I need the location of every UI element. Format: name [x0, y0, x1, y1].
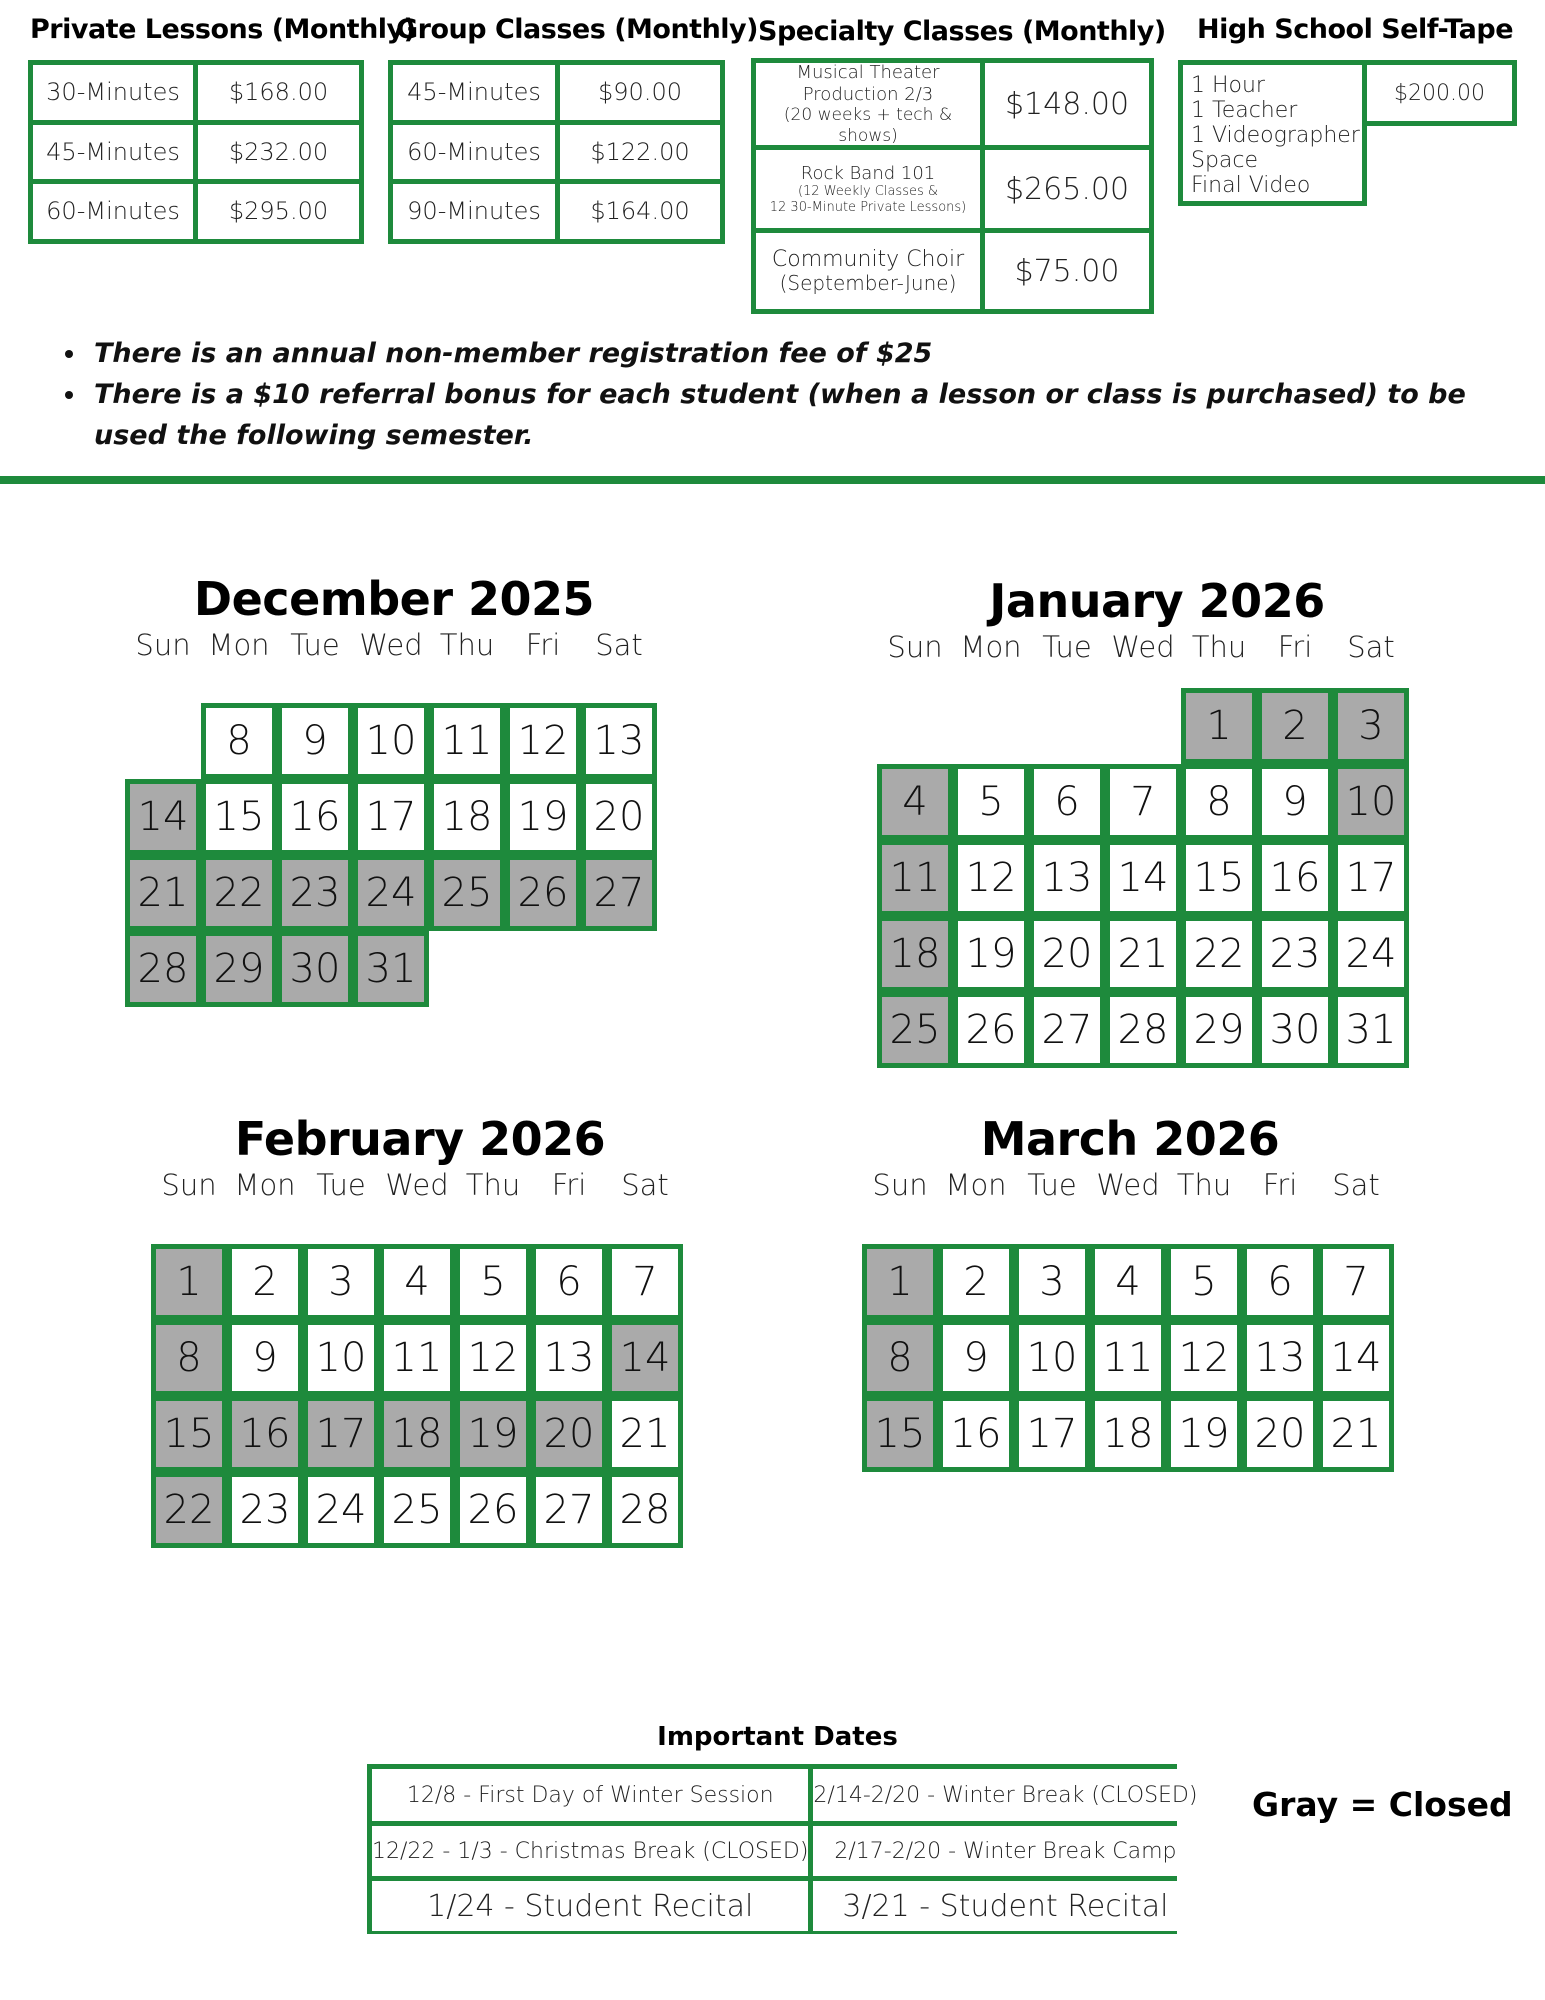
- calendar-day: 4: [1090, 1244, 1166, 1320]
- calendar-day: 2: [938, 1244, 1014, 1320]
- calendar-day: 8: [201, 703, 277, 779]
- calendar-day: 7: [1105, 764, 1181, 840]
- calendar-day: 5: [1166, 1244, 1242, 1320]
- calendar-day: 13: [531, 1320, 607, 1396]
- label-line: (September-June): [779, 271, 957, 296]
- calendar-day-closed: 19: [455, 1396, 531, 1472]
- detail-line: 1 Videographer: [1191, 123, 1360, 148]
- important-date: 12/8 - First Day of Winter Session: [372, 1769, 808, 1821]
- calendar-day: 23: [1257, 916, 1333, 992]
- calendar-day: 3: [303, 1244, 379, 1320]
- calendar-day: 23: [227, 1472, 303, 1548]
- calendar-day: 6: [531, 1244, 607, 1320]
- calendar-day: 18: [1090, 1396, 1166, 1472]
- important-dates-table: [367, 1764, 1198, 1934]
- calendar-day: 10: [353, 703, 429, 779]
- weekday-label: Mon: [945, 1168, 1007, 1202]
- calendar-day: 7: [1318, 1244, 1394, 1320]
- price-value: $148.00: [985, 63, 1149, 145]
- detail-line: 1 Hour: [1191, 73, 1265, 98]
- weekday-label: Wed: [385, 1168, 449, 1202]
- calendar-day: 15: [201, 779, 277, 855]
- calendar-day: 14: [1318, 1320, 1394, 1396]
- weekday-label: Sun: [135, 628, 191, 662]
- calendar-day-closed: 14: [607, 1320, 683, 1396]
- calendar-day-closed: 16: [227, 1396, 303, 1472]
- weekday-label: Fri: [1262, 1168, 1298, 1202]
- calendar-day-closed: 15: [862, 1396, 938, 1472]
- price-label: 90-Minutes: [393, 184, 555, 239]
- calendar-day: 10: [303, 1320, 379, 1396]
- calendar-day: 31: [1333, 992, 1409, 1068]
- label-line: Production 2/3: [802, 83, 934, 105]
- note-item: • There is an annual non-member registration fee of $25: [88, 333, 1528, 374]
- calendar-day: 11: [1090, 1320, 1166, 1396]
- weekday-label: Fri: [525, 628, 561, 662]
- calendar-day-closed: 31: [353, 931, 429, 1007]
- label-note: 12 30-Minute Private Lessons): [769, 199, 967, 215]
- weekday-label: Fri: [551, 1168, 587, 1202]
- label-line: Rock Band 101: [800, 162, 936, 184]
- calendar-day: 3: [1014, 1244, 1090, 1320]
- calendar-day: 21: [1105, 916, 1181, 992]
- calendar-day: 25: [379, 1472, 455, 1548]
- weekday-label: Thu: [439, 628, 495, 662]
- important-dates-title: Important Dates: [657, 1722, 898, 1752]
- price-value: $75.00: [985, 233, 1149, 309]
- calendar-day: 6: [1029, 764, 1105, 840]
- price-value: $232.00: [198, 125, 359, 180]
- calendar-day-closed: 14: [125, 779, 201, 855]
- calendar-day: 11: [379, 1320, 455, 1396]
- calendar-day-closed: 24: [353, 855, 429, 931]
- weekday-label: Tue: [290, 628, 340, 662]
- calendar-day: 5: [455, 1244, 531, 1320]
- important-date: 2/14-2/20 - Winter Break (CLOSED): [813, 1769, 1197, 1821]
- important-date: 3/21 - Student Recital: [813, 1881, 1197, 1931]
- calendar-day: 29: [1181, 992, 1257, 1068]
- calendar-day-closed: 17: [303, 1396, 379, 1472]
- group-classes-table: [388, 60, 725, 244]
- label-note: (20 weeks + tech & shows): [783, 105, 953, 146]
- calendar-day-closed: 1: [151, 1244, 227, 1320]
- calendar-day: 12: [953, 840, 1029, 916]
- calendar-title: February 2026: [234, 1112, 606, 1166]
- weekday-label: Tue: [316, 1168, 366, 1202]
- calendar-day: 9: [227, 1320, 303, 1396]
- price-label: 30-Minutes: [33, 65, 193, 120]
- calendar-day-closed: 26: [505, 855, 581, 931]
- weekday-label: Mon: [234, 1168, 296, 1202]
- calendar-day: 27: [531, 1472, 607, 1548]
- calendar-day-closed: 8: [862, 1320, 938, 1396]
- private-lessons-title: Private Lessons (Monthly): [30, 14, 416, 45]
- private-lessons-table: [28, 60, 364, 244]
- calendar-day: 11: [429, 703, 505, 779]
- calendar-day: 7: [607, 1244, 683, 1320]
- weekday-label: Thu: [465, 1168, 521, 1202]
- calendar-day: 19: [1166, 1396, 1242, 1472]
- calendar-day: 9: [277, 703, 353, 779]
- calendar-day-closed: 23: [277, 855, 353, 931]
- calendar-day-closed: 2: [1257, 688, 1333, 764]
- weekday-label: Sat: [621, 1168, 669, 1202]
- weekday-label: Wed: [1111, 630, 1175, 664]
- calendar-day-closed: 18: [379, 1396, 455, 1472]
- calendar-day: 19: [505, 779, 581, 855]
- price-label: 60-Minutes: [393, 125, 555, 180]
- detail-line: Space: [1191, 148, 1259, 173]
- calendar-day-closed: 11: [877, 840, 953, 916]
- calendar-day: 12: [505, 703, 581, 779]
- calendar-day: 10: [1014, 1320, 1090, 1396]
- closed-legend: Gray = Closed: [1252, 1785, 1513, 1824]
- weekday-label: Sat: [1332, 1168, 1380, 1202]
- calendar-day: 26: [455, 1472, 531, 1548]
- price-value: $168.00: [198, 65, 359, 120]
- calendar-day: 17: [1333, 840, 1409, 916]
- calendar-day-closed: 3: [1333, 688, 1409, 764]
- calendar-day-closed: 20: [531, 1396, 607, 1472]
- calendar-day: 13: [1242, 1320, 1318, 1396]
- calendar-day: 21: [607, 1396, 683, 1472]
- calendar-day: 17: [1014, 1396, 1090, 1472]
- calendar-day-closed: 18: [877, 916, 953, 992]
- calendar-day-closed: 4: [877, 764, 953, 840]
- calendar-day-closed: 22: [201, 855, 277, 931]
- calendar-day: 13: [581, 703, 657, 779]
- group-classes-title: Group Classes (Monthly): [396, 14, 758, 45]
- weekday-label: Sun: [872, 1168, 928, 1202]
- weekday-label: Thu: [1176, 1168, 1232, 1202]
- specialty-label: [756, 63, 980, 145]
- calendar-day: 12: [1166, 1320, 1242, 1396]
- note-item: • There is a $10 referral bonus for each student (when a lesson or class is purchased) to be used the following semester.: [88, 374, 1528, 456]
- weekday-label: Wed: [1096, 1168, 1160, 1202]
- calendar-day: 21: [1318, 1396, 1394, 1472]
- calendar-day: 20: [1242, 1396, 1318, 1472]
- calendar-day: 2: [227, 1244, 303, 1320]
- specialty-label: [756, 233, 980, 309]
- price-value: $90.00: [560, 65, 720, 120]
- self-tape-title: High School Self-Tape: [1197, 14, 1514, 45]
- weekday-label: Tue: [1027, 1168, 1077, 1202]
- calendar-day: 24: [1333, 916, 1409, 992]
- calendar-day: 16: [938, 1396, 1014, 1472]
- specialty-classes-title: Specialty Classes (Monthly): [758, 16, 1166, 47]
- calendar-day: 27: [1029, 992, 1105, 1068]
- calendar-title: March 2026: [980, 1112, 1280, 1166]
- weekday-label: Mon: [960, 630, 1022, 664]
- calendar-day-closed: 28: [125, 931, 201, 1007]
- price-value: $122.00: [560, 125, 720, 180]
- label-note: (12 Weekly Classes &: [797, 184, 939, 200]
- calendar-day: 28: [607, 1472, 683, 1548]
- calendar-day: 22: [1181, 916, 1257, 992]
- weekday-label: Thu: [1191, 630, 1247, 664]
- calendar-day: 4: [379, 1244, 455, 1320]
- price-value: $164.00: [560, 184, 720, 239]
- calendar-day-closed: 10: [1333, 764, 1409, 840]
- calendar-day-closed: 22: [151, 1472, 227, 1548]
- calendar-day: 16: [1257, 840, 1333, 916]
- weekday-label: Sun: [161, 1168, 217, 1202]
- calendar-day: 20: [1029, 916, 1105, 992]
- important-date: 1/24 - Student Recital: [372, 1881, 808, 1931]
- weekday-label: Sat: [1347, 630, 1395, 664]
- price-label: 45-Minutes: [393, 65, 555, 120]
- calendar-day-closed: 8: [151, 1320, 227, 1396]
- calendar-day: 15: [1181, 840, 1257, 916]
- calendar-day: 13: [1029, 840, 1105, 916]
- calendar-day: 9: [938, 1320, 1014, 1396]
- calendar-day: 17: [353, 779, 429, 855]
- self-tape-details: [1178, 60, 1367, 206]
- weekday-label: Tue: [1042, 630, 1092, 664]
- specialty-label: [756, 150, 980, 228]
- calendar-day-closed: 25: [429, 855, 505, 931]
- price-value: $295.00: [198, 184, 359, 239]
- calendar-day-closed: 1: [862, 1244, 938, 1320]
- calendar-day: 20: [581, 779, 657, 855]
- specialty-classes-table: [751, 58, 1154, 314]
- notes-list: [50, 333, 1528, 456]
- calendar-day: 30: [1257, 992, 1333, 1068]
- label-line: Musical Theater: [796, 62, 940, 84]
- calendar-title: January 2026: [989, 574, 1325, 628]
- calendar-day: 8: [1181, 764, 1257, 840]
- calendar-day: 24: [303, 1472, 379, 1548]
- calendar-day: 16: [277, 779, 353, 855]
- important-date: 2/17-2/20 - Winter Break Camp: [813, 1826, 1197, 1876]
- calendar-day-closed: 27: [581, 855, 657, 931]
- weekday-label: Fri: [1277, 630, 1313, 664]
- price-label: 60-Minutes: [33, 184, 193, 239]
- weekday-label: Sun: [887, 630, 943, 664]
- calendar-day: 26: [953, 992, 1029, 1068]
- detail-line: 1 Teacher: [1191, 98, 1298, 123]
- calendar-day-closed: 25: [877, 992, 953, 1068]
- detail-line: Final Video: [1191, 173, 1311, 198]
- important-date: 12/22 - 1/3 - Christmas Break (CLOSED): [372, 1826, 808, 1876]
- section-divider: [0, 476, 1545, 484]
- calendar-day: 14: [1105, 840, 1181, 916]
- calendar-day-closed: 1: [1181, 688, 1257, 764]
- price-value: $265.00: [985, 150, 1149, 228]
- calendar-day: 6: [1242, 1244, 1318, 1320]
- calendar-day-closed: 29: [201, 931, 277, 1007]
- price-label: 45-Minutes: [33, 125, 193, 180]
- weekday-label: Wed: [359, 628, 423, 662]
- calendar-day: 12: [455, 1320, 531, 1396]
- calendar-day-closed: 15: [151, 1396, 227, 1472]
- calendar-day: 9: [1257, 764, 1333, 840]
- calendar-day: 5: [953, 764, 1029, 840]
- calendar-day: 28: [1105, 992, 1181, 1068]
- calendar-day-closed: 21: [125, 855, 201, 931]
- calendar-day: 19: [953, 916, 1029, 992]
- calendar-day: 18: [429, 779, 505, 855]
- calendar-title: December 2025: [193, 572, 595, 626]
- self-tape-price: $200.00: [1362, 60, 1517, 126]
- weekday-label: Mon: [208, 628, 270, 662]
- weekday-label: Sat: [595, 628, 643, 662]
- calendar-day-closed: 30: [277, 931, 353, 1007]
- label-line: Community Choir: [771, 246, 965, 272]
